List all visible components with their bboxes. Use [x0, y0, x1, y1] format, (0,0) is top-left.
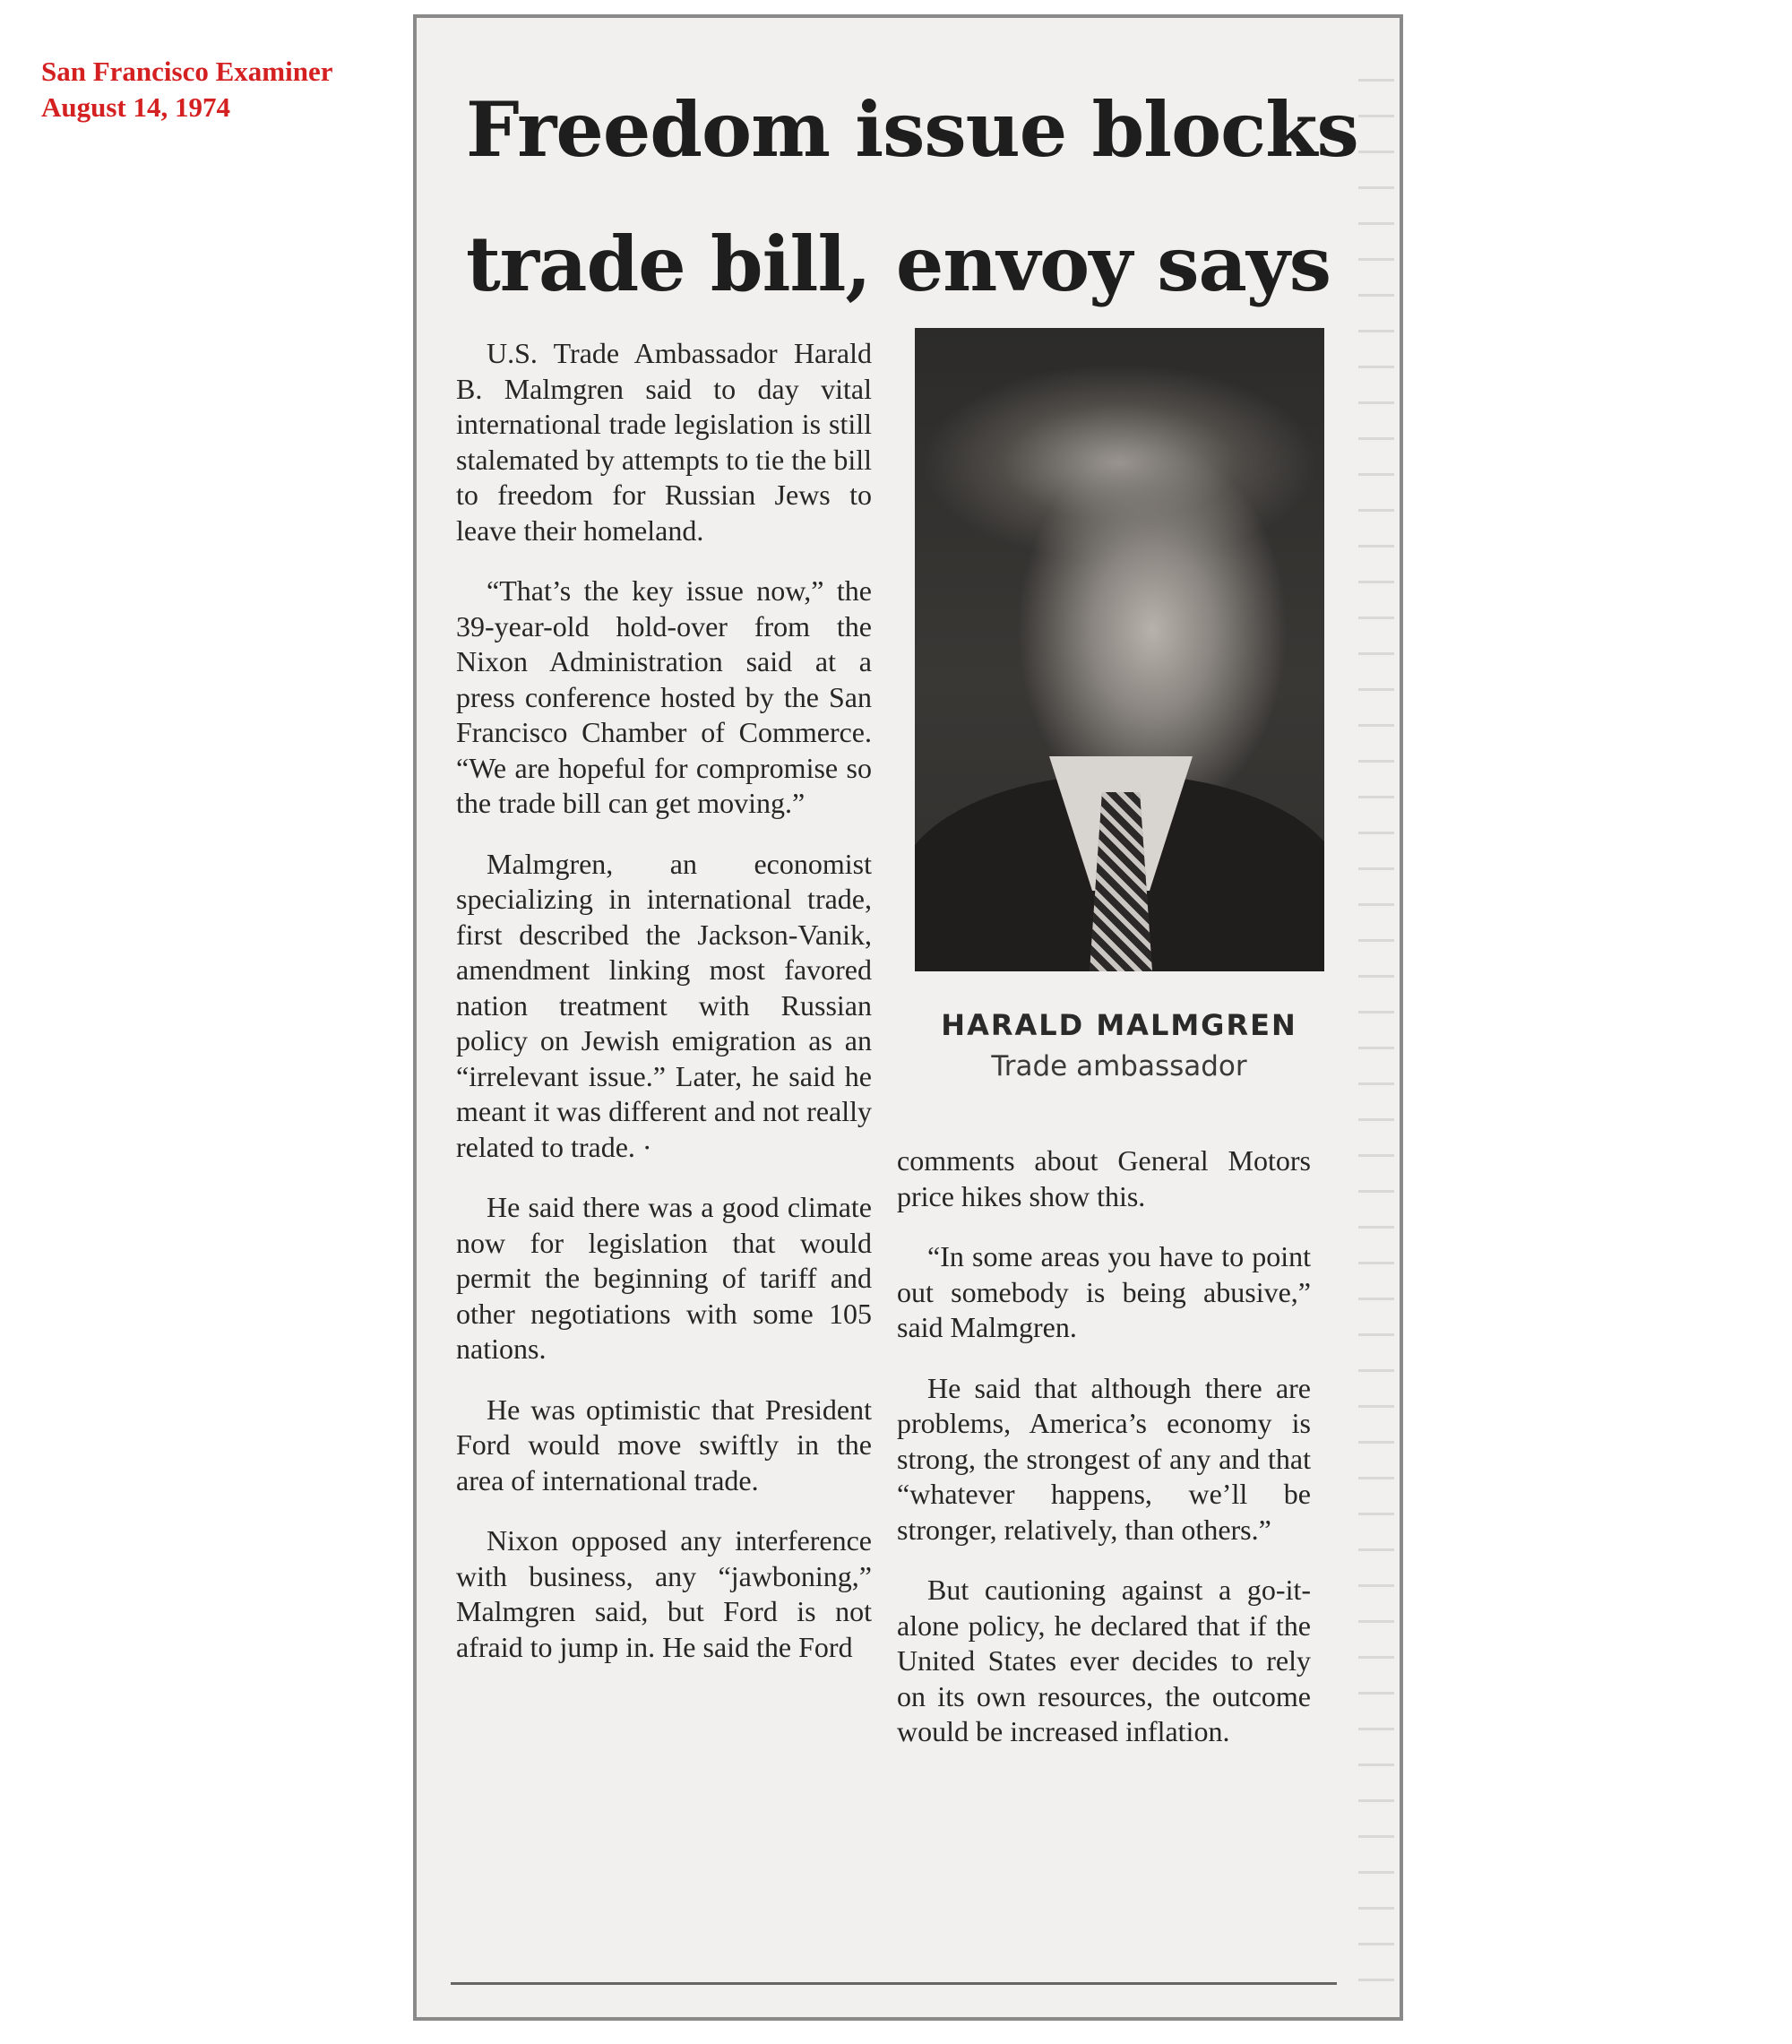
- paragraph: U.S. Trade Ambassador Harald B. Malmgren said to day vital international trade legislation is still stalemated by attempts to tie the bill to freedom for Russian Jews to leave their homeland.: [456, 337, 872, 547]
- source-label: [41, 54, 333, 125]
- photo-caption-title: Trade ambassador: [991, 1050, 1247, 1082]
- newspaper-clipping: [413, 14, 1403, 2021]
- paragraph: He was optimistic that President Ford would move swiftly in the area of international trade.: [456, 1393, 872, 1496]
- paragraph: “In some areas you have to point out somebody is being abusive,” said Malmgren.: [897, 1240, 1311, 1343]
- paragraph: Nixon opposed any interference with business, any “jawboning,” Malmgren said, but Ford is not afraid to jump in. He said the Ford: [456, 1524, 872, 1663]
- headline-line-1: Freedom issue blocks: [466, 85, 1358, 174]
- publication-date: August 14, 1974: [41, 91, 231, 123]
- paragraph: “That’s the key issue now,” the 39-year-old hold-over from the Nixon Administration said at a press conference hosted by the San Francisco Chamber of Commerce. “We are hopeful for compromise so the trade bill can get moving.”: [456, 574, 872, 819]
- paragraph: comments about General Motors price hikes show this.: [897, 1144, 1311, 1212]
- article-column-right: [897, 1143, 1311, 1775]
- portrait-photo: [915, 328, 1324, 971]
- paragraph: But cautioning against a go-it-alone policy, he declared that if the United States ever decides to rely on its own resources, the outcome would be increased inflation.: [897, 1574, 1311, 1747]
- paragraph: He said that although there are problems, America’s economy is strong, the strongest of any and that “whatever happens, we’ll be stronger, relatively, than others.”: [897, 1371, 1311, 1546]
- paragraph: Malmgren, an economist specializing in international trade, first described the Jackson-Vanik, amendment linking most favored nation treatment with Russian policy on Jewish emigration as an “irrelevant issue.” Later, he said he meant it was different and not really related to trade. ·: [456, 847, 872, 1163]
- bottom-rule: [451, 1982, 1337, 1985]
- photo-caption-name: HARALD MALMGREN: [941, 1008, 1297, 1042]
- article-column-left: [456, 336, 872, 1690]
- headline: [466, 63, 1362, 332]
- publication-name: San Francisco Examiner: [41, 56, 333, 87]
- adjacent-column-bleed: [1358, 54, 1394, 2007]
- headline-line-2: trade bill, envoy says: [466, 220, 1331, 308]
- paragraph: He said there was a good climate now for legislation that would permit the beginning of tariff and other negotiations with some 105 nations.: [456, 1191, 872, 1365]
